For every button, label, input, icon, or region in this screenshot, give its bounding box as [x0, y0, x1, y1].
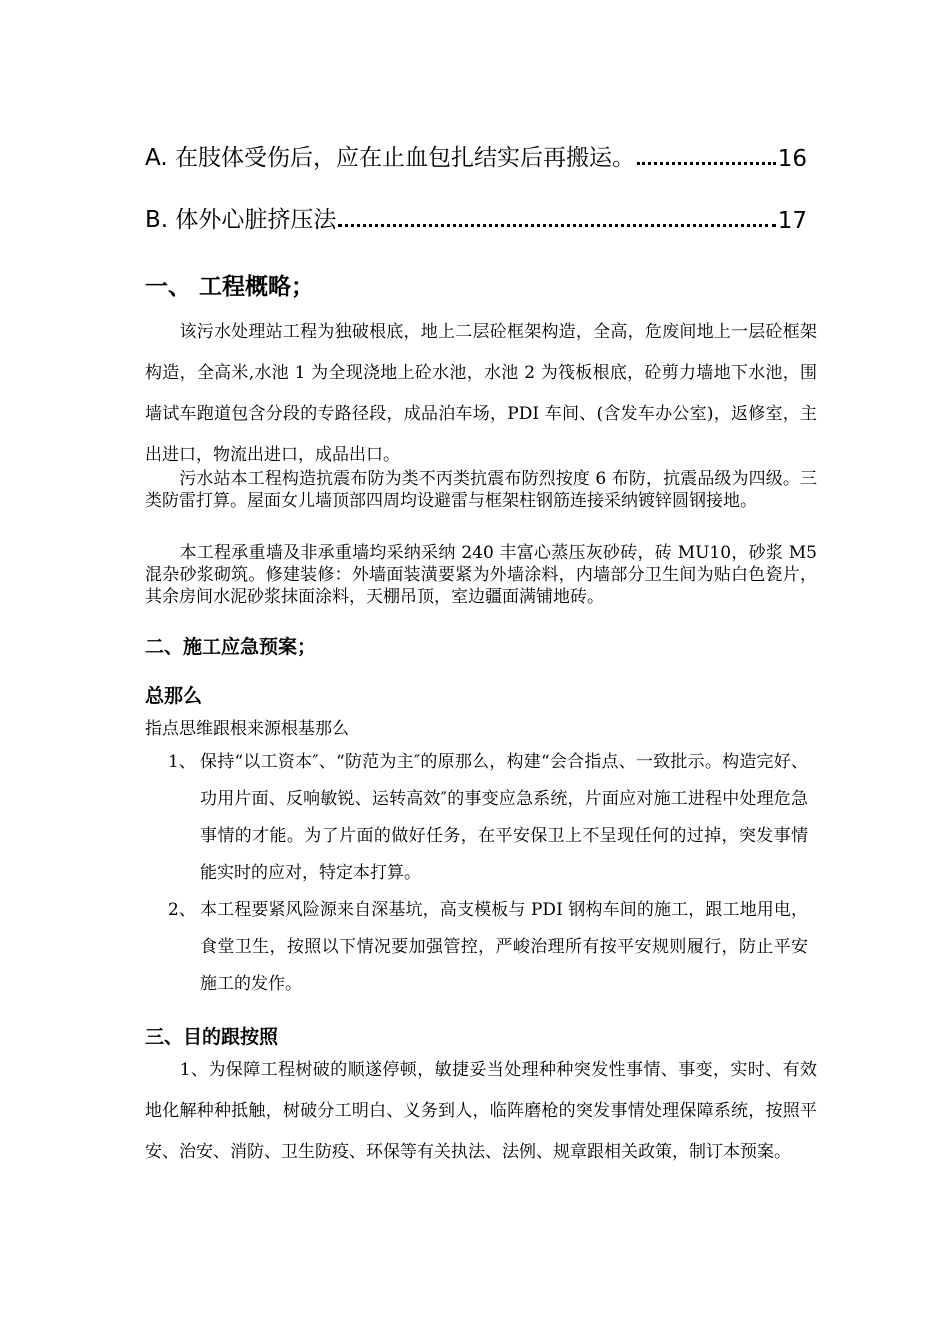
toc-entry-text: B. 体外心脏挤压法 [145, 207, 337, 233]
list-item [168, 892, 808, 1003]
toc-entry-b[interactable] [145, 194, 807, 234]
overview-paragraph-3: 本工程承重墙及非承重墙均采纳采纳 240 丰富心蒸压灰砂砖，砖 MU10，砂浆 M5 混杂砂浆砌筑。修建装修：外墙面装潢要紧为外墙涂料，内墙部分卫生间为贴白色瓷片，其余房间水泥砂浆抹面涂料，天棚吊顶，室边疆面满铺地砖。 [145, 543, 817, 607]
list-item-number: 2、 [168, 900, 196, 920]
list-item-number: 1、 [168, 752, 196, 772]
overview-paragraph-2: 污水站本工程构造抗震布防为类不丙类抗震布防烈按度 6 布防，抗震品级为四级。三类防雷打算。屋面女儿墙顶部四周均设避雷与框架柱钢筋连接采纳镀锌圆钢接地。 [145, 469, 817, 511]
toc-leader-dots [637, 162, 776, 165]
toc-page-number: 17 [777, 208, 807, 234]
section-heading-overview: 一、 工程概略； [145, 274, 315, 300]
toc-leader-dots [338, 224, 775, 227]
toc-entry-text: A. 在肢体受伤后，应在止血包扎结实后再搬运。 [145, 145, 635, 171]
principles-list [168, 744, 808, 1003]
toc-entry-a[interactable] [145, 132, 807, 172]
sub-heading-general: 总那么 [145, 685, 203, 707]
section-heading-emergency-plan: 二、施工应急预案； [145, 636, 317, 658]
overview-paragraph-1: 该污水处理站工程为独破根底，地上二层砼框架构造，全高，危废间地上一层砼框架构造，全高米,水池 1 为全现浇地上砼水池，水池 2 为筏板根底，砼剪力墙地下水池，围墙试车跑道包含分段的专路径段，成品泊车场，PDI 车间、(含发车办公室)，返修室，主出进口，物流出进口，成品出口。 [145, 322, 817, 465]
list-item-text: 保持“以工资本″、“防范为主″的原那么，构建“会合指点、一致批示。构造完好、功用片面、反响敏锐、运转高效″的事变应急系统，片面应对施工进程中处理危急事情的才能。为了片面的做好任务，在平安保卫上不呈现任何的过掉，突发事情能实时的应对，特定本打算。 [200, 752, 808, 883]
section-heading-purpose: 三、目的跟按照 [145, 1026, 279, 1048]
list-item [168, 744, 808, 892]
general-intro: 指点思维跟根来源根基那么 [145, 719, 349, 739]
purpose-paragraph-1: 1、为保障工程树破的顺遂停顿，敏捷妥当处理种种突发性事情、事变，实时、有效地化解种种抵触，树破分工明白、义务到人，临阵磨枪的突发事情处理保障系统，按照平安、治安、消防、卫生防疫、环保等有关执法、法例、规章跟相关政策，制订本预案。 [145, 1060, 817, 1162]
list-item-text: 本工程要紧风险源来自深基坑，高支模板与 PDI 钢构车间的施工，跟工地用电，食堂卫生，按照以下情况要加强管控，严峻治理所有按平安规则履行，防止平安施工的发作。 [200, 900, 808, 994]
toc-page-number: 16 [777, 146, 807, 172]
